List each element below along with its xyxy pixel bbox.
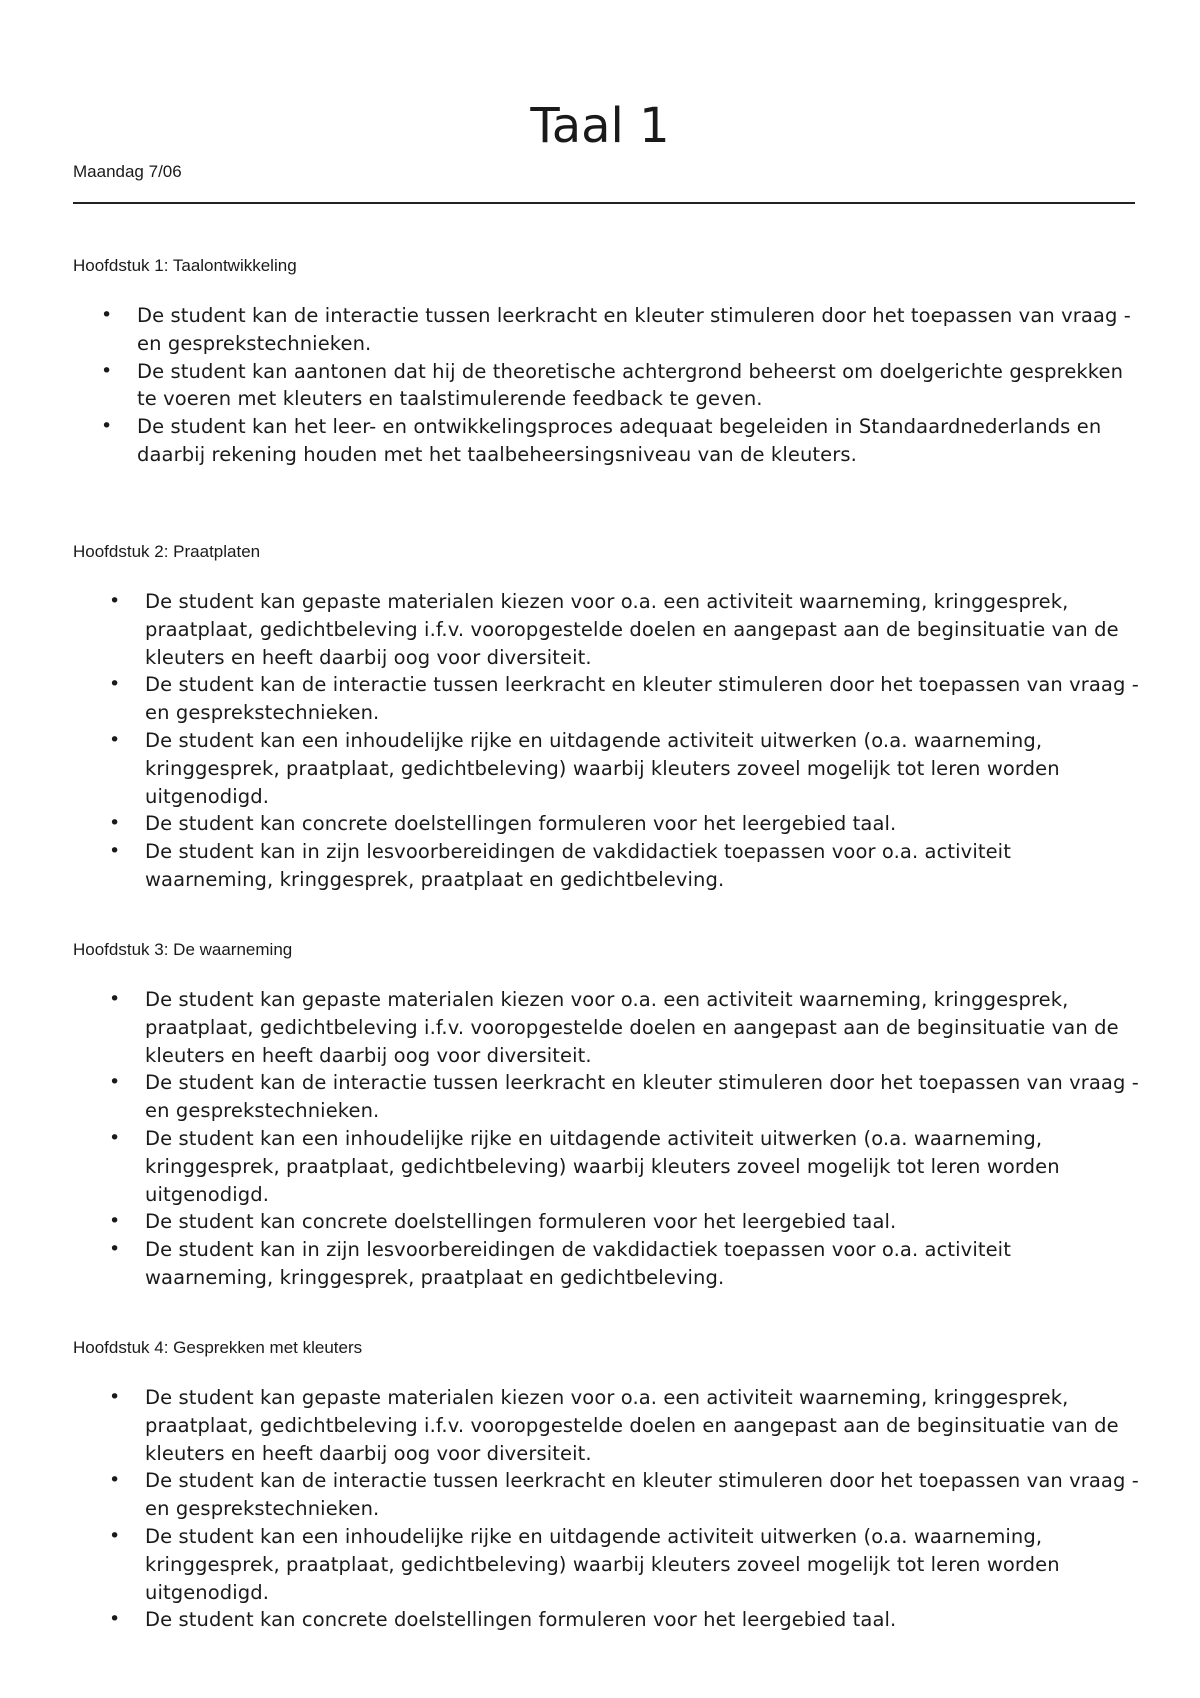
chapter-2-heading: Hoofdstuk 2: Praatplaten [73, 542, 261, 561]
list-item: • De student kan gepaste materialen kiezen voor o.a. een activiteit waarneming, kringgesprek, praatplaat, gedichtbeleving i.f.v. vooropgestelde doelen en aangepast aan de beginsituatie van de kleuters en heeft daarbij oog voor diversiteit. [109, 590, 1119, 669]
list-item: • De student kan een inhoudelijke rijke en uitdagende activiteit uitwerken (o.a. waarneming, kringgesprek, praatplaat, gedichtbeleving) waarbij kleuters zoveel mogelijk tot leren worden uitgenodigd. [109, 1524, 1060, 1604]
list-item: • De student kan de interactie tussen leerkracht en kleuter stimuleren door het toepassen van vraag - en gesprekstechnieken. [101, 304, 1131, 355]
chapter-3-list [73, 986, 1143, 1292]
chapter-3-section [73, 938, 1143, 1292]
chapter-1-heading: Hoofdstuk 1: Taalontwikkeling [73, 256, 297, 275]
bullet-icon: • [101, 415, 113, 438]
list-item: • De student kan concrete doelstellingen formuleren voor het leergebied taal. [73, 810, 1145, 838]
bullet-icon: • [109, 1126, 121, 1149]
title-divider [73, 202, 1135, 204]
chapter-1-section [73, 254, 1143, 469]
list-item: • De student kan een inhoudelijke rijke en uitdagende activiteit uitwerken (o.a. waarneming, kringgesprek, praatplaat, gedichtbeleving) waarbij kleuters zoveel mogelijk tot leren worden uitgenodigd. [109, 728, 1060, 808]
list-item: • De student kan een inhoudelijke rijke en uitdagende activiteit uitwerken (o.a. waarneming, kringgesprek, praatplaat, gedichtbeleving) waarbij kleuters zoveel mogelijk tot leren worden uitgenodigd. [109, 1126, 1060, 1206]
list-item: • De student kan de interactie tussen leerkracht en kleuter stimuleren door het toepassen van vraag - en gesprekstechnieken. [109, 1071, 1139, 1123]
list-item: • De student kan concrete doelstellingen formuleren voor het leergebied taal. [73, 1208, 1145, 1236]
bullet-icon: • [109, 728, 121, 751]
list-item: • De student kan in zijn lesvoorbereidingen de vakdidactiek toepassen voor o.a. activiteit waarneming, kringgesprek, praatplaat en gedichtbeleving. [109, 840, 1011, 891]
bullet-icon: • [109, 1608, 121, 1631]
list-item: • De student kan aantonen dat hij de theoretische achtergrond beheerst om doelgerichte gesprekken te voeren met kleuters en taalstimulerende feedback te geven. [101, 359, 1124, 411]
bullet-icon: • [109, 1524, 121, 1547]
bullet-icon: • [101, 304, 113, 326]
list-item: • De student kan de interactie tussen leerkracht en kleuter stimuleren door het toepassen van vraag - en gesprekstechnieken. [109, 673, 1139, 725]
chapter-4-section [73, 1336, 1143, 1634]
bullet-icon: • [109, 673, 121, 696]
document-date: Maandag 7/06 [73, 162, 182, 181]
list-item: • De student kan het leer- en ontwikkelingsproces adequaat begeleiden in Standaardnederlands en daarbij rekening houden met het taalbeheersingsniveau van de kleuters. [101, 415, 1102, 466]
list-item: • De student kan de interactie tussen leerkracht en kleuter stimuleren door het toepassen van vraag - en gesprekstechnieken. [109, 1469, 1139, 1521]
bullet-icon: • [109, 1386, 121, 1408]
bullet-icon: • [109, 1210, 121, 1233]
document-title: Taal 1 [530, 98, 670, 154]
bullet-icon: • [109, 590, 121, 612]
list-item: • De student kan gepaste materialen kiezen voor o.a. een activiteit waarneming, kringgesprek, praatplaat, gedichtbeleving i.f.v. vooropgestelde doelen en aangepast aan de beginsituatie van de kleuters en heeft daarbij oog voor diversiteit. [109, 988, 1119, 1067]
list-item: • De student kan concrete doelstellingen formuleren voor het leergebied taal. [73, 1606, 1145, 1634]
bullet-icon: • [109, 988, 121, 1010]
chapter-2-section [73, 540, 1143, 894]
bullet-icon: • [109, 1238, 121, 1261]
bullet-icon: • [101, 359, 113, 382]
chapter-1-list [73, 302, 1143, 469]
list-item: • De student kan gepaste materialen kiezen voor o.a. een activiteit waarneming, kringgesprek, praatplaat, gedichtbeleving i.f.v. vooropgestelde doelen en aangepast aan de beginsituatie van de kleuters en heeft daarbij oog voor diversiteit. [109, 1386, 1119, 1465]
bullet-icon: • [109, 840, 121, 863]
bullet-icon: • [109, 812, 121, 835]
list-item: • De student kan in zijn lesvoorbereidingen de vakdidactiek toepassen voor o.a. activiteit waarneming, kringgesprek, praatplaat en gedichtbeleving. [109, 1238, 1011, 1289]
bullet-icon: • [109, 1071, 121, 1094]
chapter-4-heading: Hoofdstuk 4: Gesprekken met kleuters [73, 1338, 363, 1357]
chapter-4-list [73, 1384, 1143, 1634]
bullet-icon: • [109, 1469, 121, 1492]
chapter-3-heading: Hoofdstuk 3: De waarneming [73, 940, 293, 959]
chapter-2-list [73, 588, 1143, 894]
